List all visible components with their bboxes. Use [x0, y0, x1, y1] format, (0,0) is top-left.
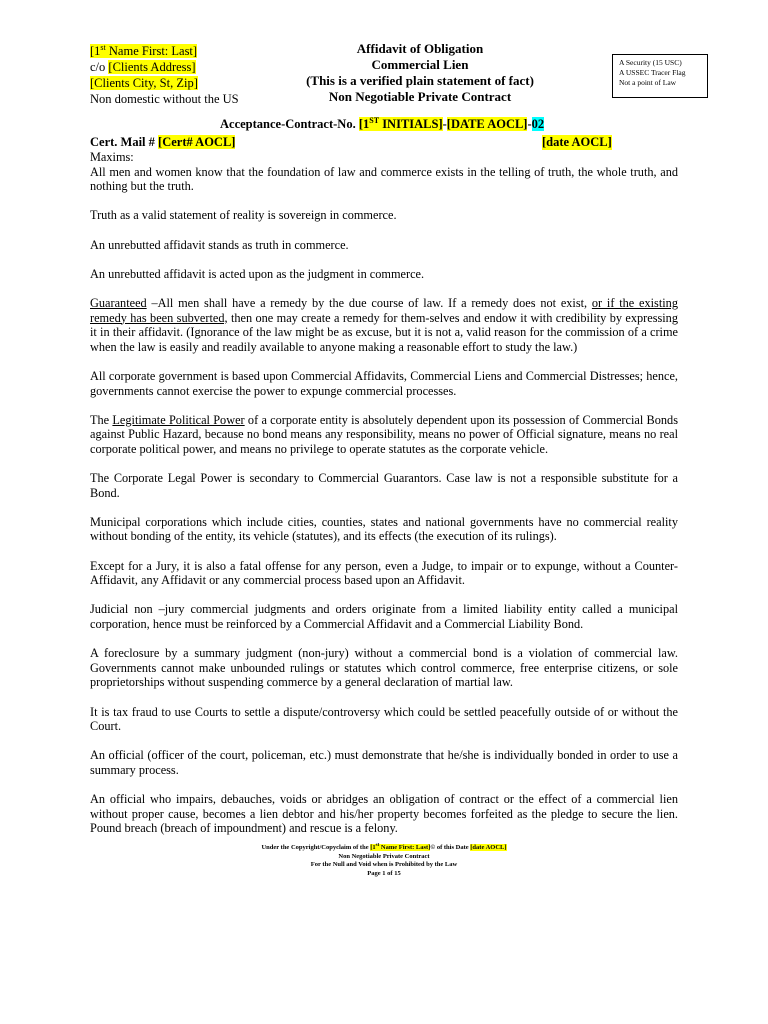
- paragraph: An official (officer of the court, policeman, etc.) must demonstrate that he/she is individually bonded in order to use a summary process.: [90, 748, 678, 777]
- paragraph: A foreclosure by a summary judgment (non-jury) without a commercial bond is a violation of commercial law. Governments cannot make unbounded rulings or statutes which control commerce, free enterprise citizens, or sole proprietorships without suspending commerce by a general declaration of martial law.: [90, 646, 678, 690]
- title-line-1: Affidavit of Obligation: [356, 41, 484, 56]
- city-state-zip: [Clients City, St, Zip]: [90, 76, 198, 91]
- acceptance-contract-no: Acceptance-Contract-No. [1ST INITIALS]-[DATE AOCL]-02: [220, 116, 545, 132]
- page-number: Page 1 of 15: [367, 869, 401, 877]
- co-prefix: c/o: [90, 60, 109, 75]
- acceptance-number: 02: [531, 117, 545, 132]
- security-box: A Security (15 USC) A USSEC Tracer Flag Not a point of Law: [612, 54, 708, 98]
- footer-date: [date AOCL]: [470, 844, 507, 852]
- title-line-3: (This is a verified plain statement of fact): [306, 73, 534, 88]
- paragraph: Truth as a valid statement of reality is sovereign in commerce.: [90, 208, 397, 223]
- paragraph: The Legitimate Political Power of a corporate entity is absolutely dependent upon its possession of Commercial Bonds against Public Hazard, because no bond means any responsibility, means no power of Official signature, means no real corporate political power, and means no privilege to operate statutes as the corporate vehicle.: [90, 412, 678, 456]
- paragraph: All corporate government is based upon Commercial Affidavits, Commercial Liens and Commercial Distresses; hence, governments cannot exercise the power to expunge commercial processes.: [90, 368, 678, 398]
- document-body: [90, 150, 678, 851]
- footer-name-placeholder: [1st Name First: Last]: [370, 843, 431, 852]
- cert-number: [Cert# AOCL]: [158, 135, 236, 149]
- initials-placeholder: [1ST INITIALS]: [358, 116, 443, 132]
- address-block: [90, 40, 239, 107]
- paragraph: Guaranteed –All men shall have a remedy by the due course of law. If a remedy does not exist, or if the existing remedy has been subverted, then one may create a remedy for them-selves and endow it with credibility by expressing it in their affidavit. (Ignorance of the law might be as excuse, but it is not a, valid reason for the commission of a crime when the law is easily and readily available to anyone making a reasonable effort to study the law.): [90, 295, 678, 354]
- name-placeholder: [1st Name First: Last]: [90, 43, 198, 59]
- non-domestic-line: Non domestic without the US: [90, 92, 239, 107]
- cert-mail-line: Cert. Mail # [Cert# AOCL] [date AOCL]: [90, 135, 612, 149]
- paragraph: An unrebutted affidavit is acted upon as the judgment in commerce.: [90, 266, 425, 281]
- paragraph: Except for a Jury, it is also a fatal offense for any person, even a Judge, to impair or to expunge, without a Counter-Affidavit, any Affidavit or any commercial process based upon an Affidavit.: [90, 558, 678, 588]
- paragraph: All men and women know that the foundation of law and commerce exists in the telling of truth, the whole truth, and nothing but the truth.: [90, 164, 678, 194]
- paragraph: Municipal corporations which include cities, counties, states and national governments have no commercial reality without bonding of the entity, its vehicle (statutes), and its effects (the execution of its rulings).: [90, 514, 678, 544]
- acceptance-date: [DATE AOCL]: [446, 117, 528, 132]
- clients-address: [Clients Address]: [108, 60, 196, 75]
- page-footer: Under the Copyright/Copyclaim of the [1st Name First: Last]© of this Date [date AOCL] Non Negotiable Private Contract For the Null and Void when is Prohibited by the Law Page 1 of 15: [90, 842, 678, 878]
- maxims-heading: Maxims:: [90, 150, 134, 164]
- paragraph: An unrebutted affidavit stands as truth in commerce.: [90, 237, 349, 252]
- paragraph: Judicial non –jury commercial judgments and orders originate from a limited liability entity called a municipal corporation, hence must be reinforced by a Commercial Affidavit and a Commercial Liability Bond.: [90, 602, 678, 631]
- cert-date: [date AOCL]: [542, 135, 612, 149]
- document-title: [270, 41, 570, 105]
- paragraph: It is tax fraud to use Courts to settle a dispute/controversy which could be settled peacefully outside of or without the Court.: [90, 704, 678, 734]
- title-line-2: Commercial Lien: [371, 57, 469, 72]
- title-line-4: Non Negotiable Private Contract: [328, 89, 512, 104]
- paragraph: The Corporate Legal Power is secondary to Commercial Guarantors. Case law is not a responsible substitute for a Bond.: [90, 471, 678, 500]
- paragraph: An official who impairs, debauches, voids or abridges an obligation of contract or the effect of a commercial lien without proper cause, becomes a lien debtor and his/her property becomes forfeited as the pledge to secure the lien. Pound breach (breach of impoundment) and rescue is a felony.: [90, 792, 678, 836]
